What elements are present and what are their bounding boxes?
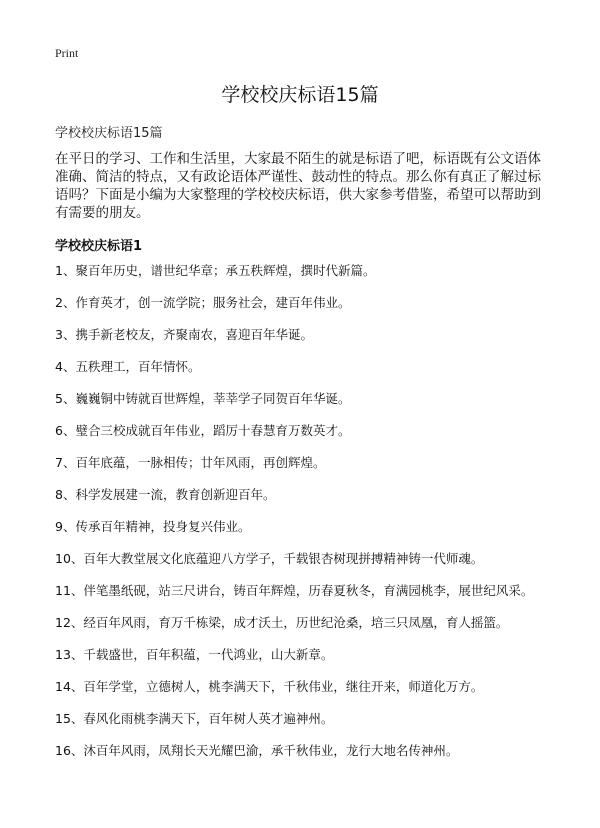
slogan-item: 9、传承百年精神，投身复兴伟业。 [55,519,251,534]
slogan-item: 5、巍巍铜中铸就百世辉煌，莘莘学子同贺百年华诞。 [55,391,351,406]
slogan-item: 15、春风化雨桃李满天下，百年树人英才遍神州。 [55,711,334,726]
slogan-item: 4、五秩理工，百年情怀。 [55,359,201,374]
slogan-item: 2、作育英才，创一流学院；服务社会，建百年伟业。 [55,295,351,310]
slogan-item: 10、百年大教堂展文化底蕴迎八方学子，千载银杏树现拼搏精神铸一代师魂。 [55,551,484,566]
slogan-item: 16、沐百年风雨，凤翔长天光耀巴渝，承千秋伟业，龙行大地名传神州。 [55,743,459,758]
slogan-item: 6、璧合三校成就百年伟业，蹈厉十春慧育万数英才。 [55,423,351,438]
slogan-item: 12、经百年风雨，育万千栋梁，成才沃土，历世纪沧桑，培三只凤凰，育人摇篮。 [55,615,509,630]
slogan-list [55,262,550,774]
slogan-item: 13、千载盛世，百年积蕴，一代鸿业，山大新章。 [55,647,334,662]
page-title: 学校校庆标语15篇 [221,84,379,106]
section-heading: 学校校庆标语1 [55,239,143,254]
slogan-item: 7、百年底蕴，一脉相传；廿年风雨，再创辉煌。 [55,455,326,470]
slogan-item: 8、科学发展建一流，教育创新迎百年。 [55,487,276,502]
slogan-item: 14、百年学堂，立德树人，桃李满天下，千秋伟业，继往开来，师道化万方。 [55,679,484,694]
document-subtitle: 学校校庆标语15篇 [55,126,163,141]
slogan-item: 1、聚百年历史，谱世纪华章；承五秩辉煌，撰时代新篇。 [55,263,376,278]
print-link[interactable]: Print [55,46,79,60]
intro-paragraph: 在平日的学习、工作和生活里，大家最不陌生的就是标语了吧，标语既有公文语体准确、简洁的特点，又有政论语体严谨性、鼓动性的特点。那么你有真正了解过标语吗？下面是小编为大家整理的学校校庆标语，供大家参考借鉴，希望可以帮助到有需要的朋友。 [55,151,541,221]
slogan-item: 11、伴笔墨纸砚，站三尺讲台，铸百年辉煌，历春夏秋冬，育满园桃李，展世纪风采。 [55,583,534,598]
slogan-item: 3、携手新老校友，齐聚南农，喜迎百年华诞。 [55,327,313,342]
